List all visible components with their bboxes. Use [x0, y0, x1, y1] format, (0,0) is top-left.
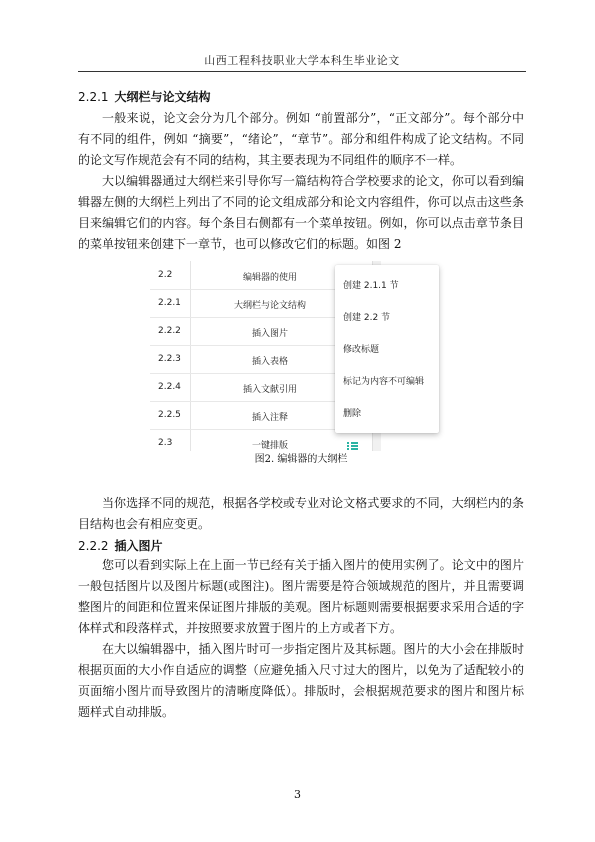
page-header: 山西工程科技职业大学本科生毕业论文 — [204, 54, 400, 67]
paragraph: 大以编辑器通过大纲栏来引导你写一篇结构符合学校要求的论文，你可以看到编辑器左侧的大纲栏上列出了不同的论文组成部分和论文内容组件，你可以点击这些条目来编辑它们的内容。每个条目右侧都有一个菜单按钮。例如，你可以点击章节条目的菜单按钮来创建下一章节，也可以修改它们的标题。如图 2 — [78, 174, 524, 251]
figure-caption: 图2. 编辑器的大纲栏 — [254, 454, 348, 465]
after-figure-text — [78, 493, 524, 535]
outline-row-title: 插入注释 — [251, 413, 288, 423]
outline-row-number: 2.2.2 — [158, 326, 181, 336]
section-heading — [78, 537, 524, 555]
section-number: 2.2.1 — [78, 90, 109, 104]
menu-item-lock-content[interactable]: 标记为内容不可编辑 — [343, 377, 425, 387]
section-2-2-2 — [78, 537, 524, 723]
outline-row-number: 2.3 — [158, 438, 173, 448]
paragraph: 在大以编辑器中，插入图片时可一步指定图片及其标题。图片的大小会在排版时根据页面的大小作自适应的调整（应避免插入尺寸过大的图片，以免为了适配较小的页面缩小图片而导致图片的清晰度降低）。排版时，会根据规范要求的图片和图片标题样式自动排版。 — [78, 642, 524, 719]
list-menu-icon[interactable] — [347, 442, 358, 450]
paragraph: 一般来说，论文会分为几个部分。例如 “前置部分”，“正文部分”。每个部分中有不同的组件，例如 “摘要”，“绪论”，“章节”。部分和组件构成了论文结构。不同的论文写作规范会有不同的结构，其主要表现为不同组件的顺序不一样。 — [78, 111, 524, 167]
section-2-2-1 — [78, 88, 524, 255]
outline-row-number: 2.2 — [158, 270, 173, 280]
outline-row-title: 插入表格 — [251, 357, 288, 367]
outline-row-number: 2.2.5 — [158, 410, 181, 420]
context-menu — [335, 265, 439, 433]
figure-outline-screenshot — [150, 261, 440, 451]
menu-item-create-2-2[interactable]: 创建 2.2 节 — [343, 313, 391, 323]
section-number: 2.2.2 — [78, 539, 109, 553]
paragraph: 您可以看到实际上在上面一节已经有关于插入图片的使用实例了。论文中的图片一般包括图片以及图片标题(或图注)。图片需要是符合领域规范的图片，并且需要调整图片的间距和位置来保证图片排版的美观。图片标题则需要根据要求采用合适的字体样式和段落样式，并按照要求放置于图片的上方或者下方。 — [78, 558, 524, 635]
outline-row-title: 编辑器的使用 — [242, 273, 297, 283]
outline-row-number: 2.2.4 — [158, 382, 181, 392]
section-heading — [78, 88, 524, 106]
paragraph: 当你选择不同的规范，根据各学校或专业对论文格式要求的不同，大纲栏内的条目结构也会有相应变更。 — [78, 496, 524, 531]
menu-item-delete[interactable]: 删除 — [343, 409, 362, 419]
outline-row-title: 大纲栏与论文结构 — [233, 301, 306, 311]
outline-row-title: 插入文献引用 — [242, 385, 297, 395]
page-number: 3 — [294, 788, 301, 801]
menu-item-rename[interactable]: 修改标题 — [343, 345, 380, 355]
outline-row-title: 插入图片 — [251, 329, 288, 339]
page-content — [78, 88, 524, 723]
outline-row-title: 一键排版 — [251, 441, 288, 451]
menu-item-create-2-1-1[interactable]: 创建 2.1.1 节 — [343, 281, 399, 291]
header-rule — [78, 71, 526, 72]
section-title: 大纲栏与论文结构 — [114, 90, 211, 104]
outline-row-number: 2.2.3 — [158, 354, 181, 364]
outline-row-number: 2.2.1 — [158, 298, 181, 308]
section-title: 插入图片 — [114, 539, 163, 553]
